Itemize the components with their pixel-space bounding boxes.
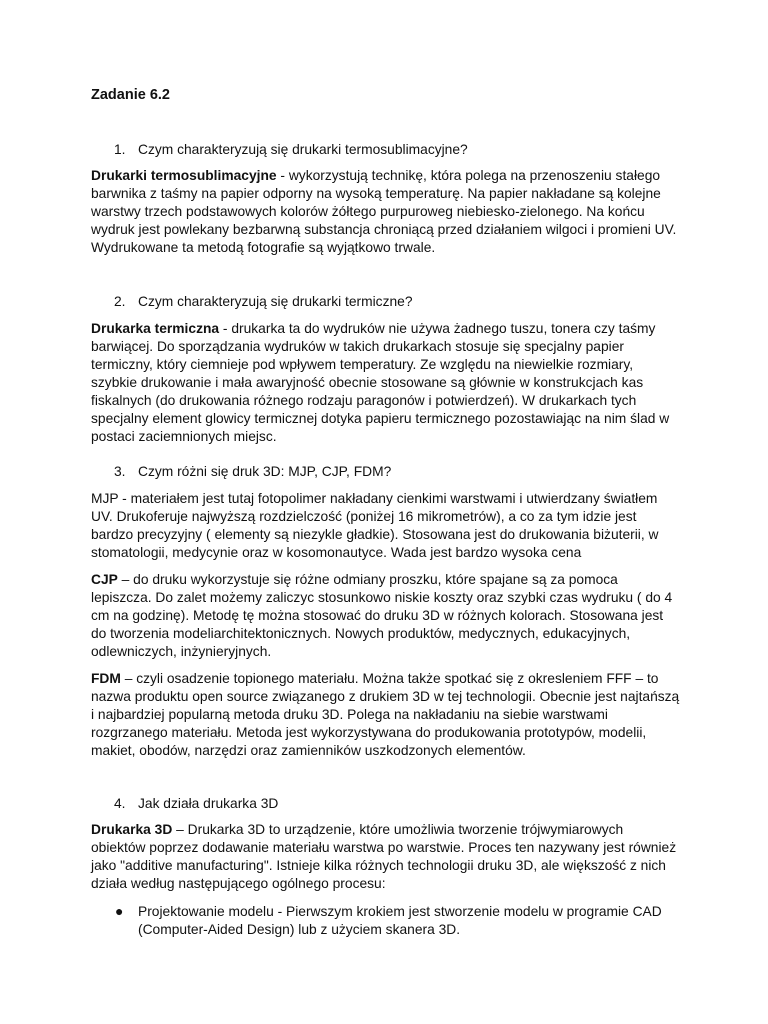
answer-lead: FDM — [91, 671, 121, 686]
question-text: Czym charakteryzują się drukarki termiczne? — [138, 294, 413, 309]
answer-text: – czyli osadzenie topionego materiału. Można także spotkać się z okresleniem FFF – to nazwa produktu open source związanego z drukiem 3D w tej technologii. Obecnie jest najtańszą i najbardziej popularną metoda druku 3D. Polega na nakładaniu na siebie warstwami rozgrzanego materiału. Metoda jest wykorzystywana do produkowania prototypów, modelii, makiet, obodów, narzędzi oraz zamienników uszkodzonych elementów. — [91, 671, 680, 758]
answer-lead: Drukarki termosublimacyjne — [91, 168, 277, 183]
answer-lead: Drukarka termiczna — [91, 321, 220, 336]
answer-text: - wykorzystują technikę, która polega na przenoszeniu stałego barwnika z taśmy na papier odporny na wysoką temperaturę. Na papier nakładane są kolejne warstwy trzech podstawowych kolorów żółtego purpuroweg niebiesko-zielonego. Na końcu wydruk jest powlekany bezbarwną substancja chroniącą przed działaniem wilgoci i promieni UV. Wydrukowane ta metodą fotografie są wyjątkowo trwale. — [91, 168, 677, 255]
question-number: 2. — [114, 294, 126, 309]
question-number: 4. — [114, 796, 126, 811]
question-4 — [91, 796, 278, 811]
answer-lead: Drukarka 3D — [91, 822, 173, 837]
answer-text: MJP - materiałem jest tutaj fotopolimer nakładany cienkimi warstwami i utwierdzany światłem UV. Drukoferuje najwyższą rozdzielczość (poniżej 16 mikrometrów), a co za tym idzie jest bardzo precyzyjny ( elementy są niezykle gładkie). Stosowana jest do drukowania biżuterii, w stomatologii, medycynie oraz w kosomonautyce. Wada jest bardzo wysoka cena — [91, 491, 659, 560]
bullet-item — [91, 903, 681, 939]
question-number: 1. — [114, 142, 126, 157]
answer-3-mjp-paragraph — [91, 490, 681, 562]
answer-text: – Drukarka 3D to urządzenie, które umożliwia tworzenie trójwymiarowych obiektów poprzez dodawanie materiału warstwa po warstwie. Proces ten nazywany jest również jako "additive manufacturing". Istnieje kilka różnych technologii druku 3D, ale większość z nich działa według następującego ogólnego procesu: — [91, 822, 677, 891]
answer-3-fdm-paragraph — [91, 670, 681, 760]
question-text: Jak działa drukarka 3D — [138, 796, 279, 811]
question-3 — [91, 464, 391, 479]
question-number: 3. — [114, 464, 126, 479]
question-2 — [91, 294, 413, 309]
question-text: Czym charakteryzują się drukarki termosublimacyjne? — [138, 142, 468, 157]
answer-text: - drukarka ta do wydruków nie używa żadnego tuszu, tonera czy taśmy barwiącej. Do sporządzania wydruków w takich drukarkach stosuje się specjalny papier termiczny, który ciemnieje pod wpływem temperatury. Ze względu na niewielkie rozmiary, szybkie drukowanie i mała awaryjność obecnie stosowane są głównie w konstrukcjach kas fiskalnych (do drukowania różnego rodzaju paragonów i potwierdzeń). W drukarkach tych specjalny element glowicy termicznej dotyka papieru termicznego pozostawiając na nim ślad w postaci zaciemnionych miejsc. — [91, 321, 670, 444]
question-1 — [91, 142, 468, 157]
answer-3-cjp-paragraph — [91, 571, 681, 661]
answer-lead: CJP — [91, 572, 118, 587]
question-text: Czym różni się druk 3D: MJP, CJP, FDM? — [138, 464, 392, 479]
answer-4-paragraph — [91, 821, 681, 893]
answer-1-paragraph — [91, 167, 681, 257]
bullet-dot-icon: ● — [115, 903, 124, 919]
document-title: Zadanie 6.2 — [91, 87, 170, 103]
bullet-text: Projektowanie modelu - Pierwszym krokiem jest stworzenie modelu w programie CAD (Computer-Aided Design) lub z użyciem skanera 3D. — [138, 904, 662, 937]
answer-2-paragraph — [91, 320, 681, 446]
answer-text: – do druku wykorzystuje się różne odmiany proszku, które spajane są za pomoca lepiszcza. Do zalet możemy zaliczyc stosunkowo niskie koszty oraz szybki czas wydruku ( do 4 cm na godzinę). Metodę tę można stosować do druku 3D w różnych kolorach. Stosowana jest do tworzenia modeliarchitektonicznych. Nowych produktów, medycznych, edukacyjnych, odlewniczych, inżynieryjnych. — [91, 572, 673, 659]
